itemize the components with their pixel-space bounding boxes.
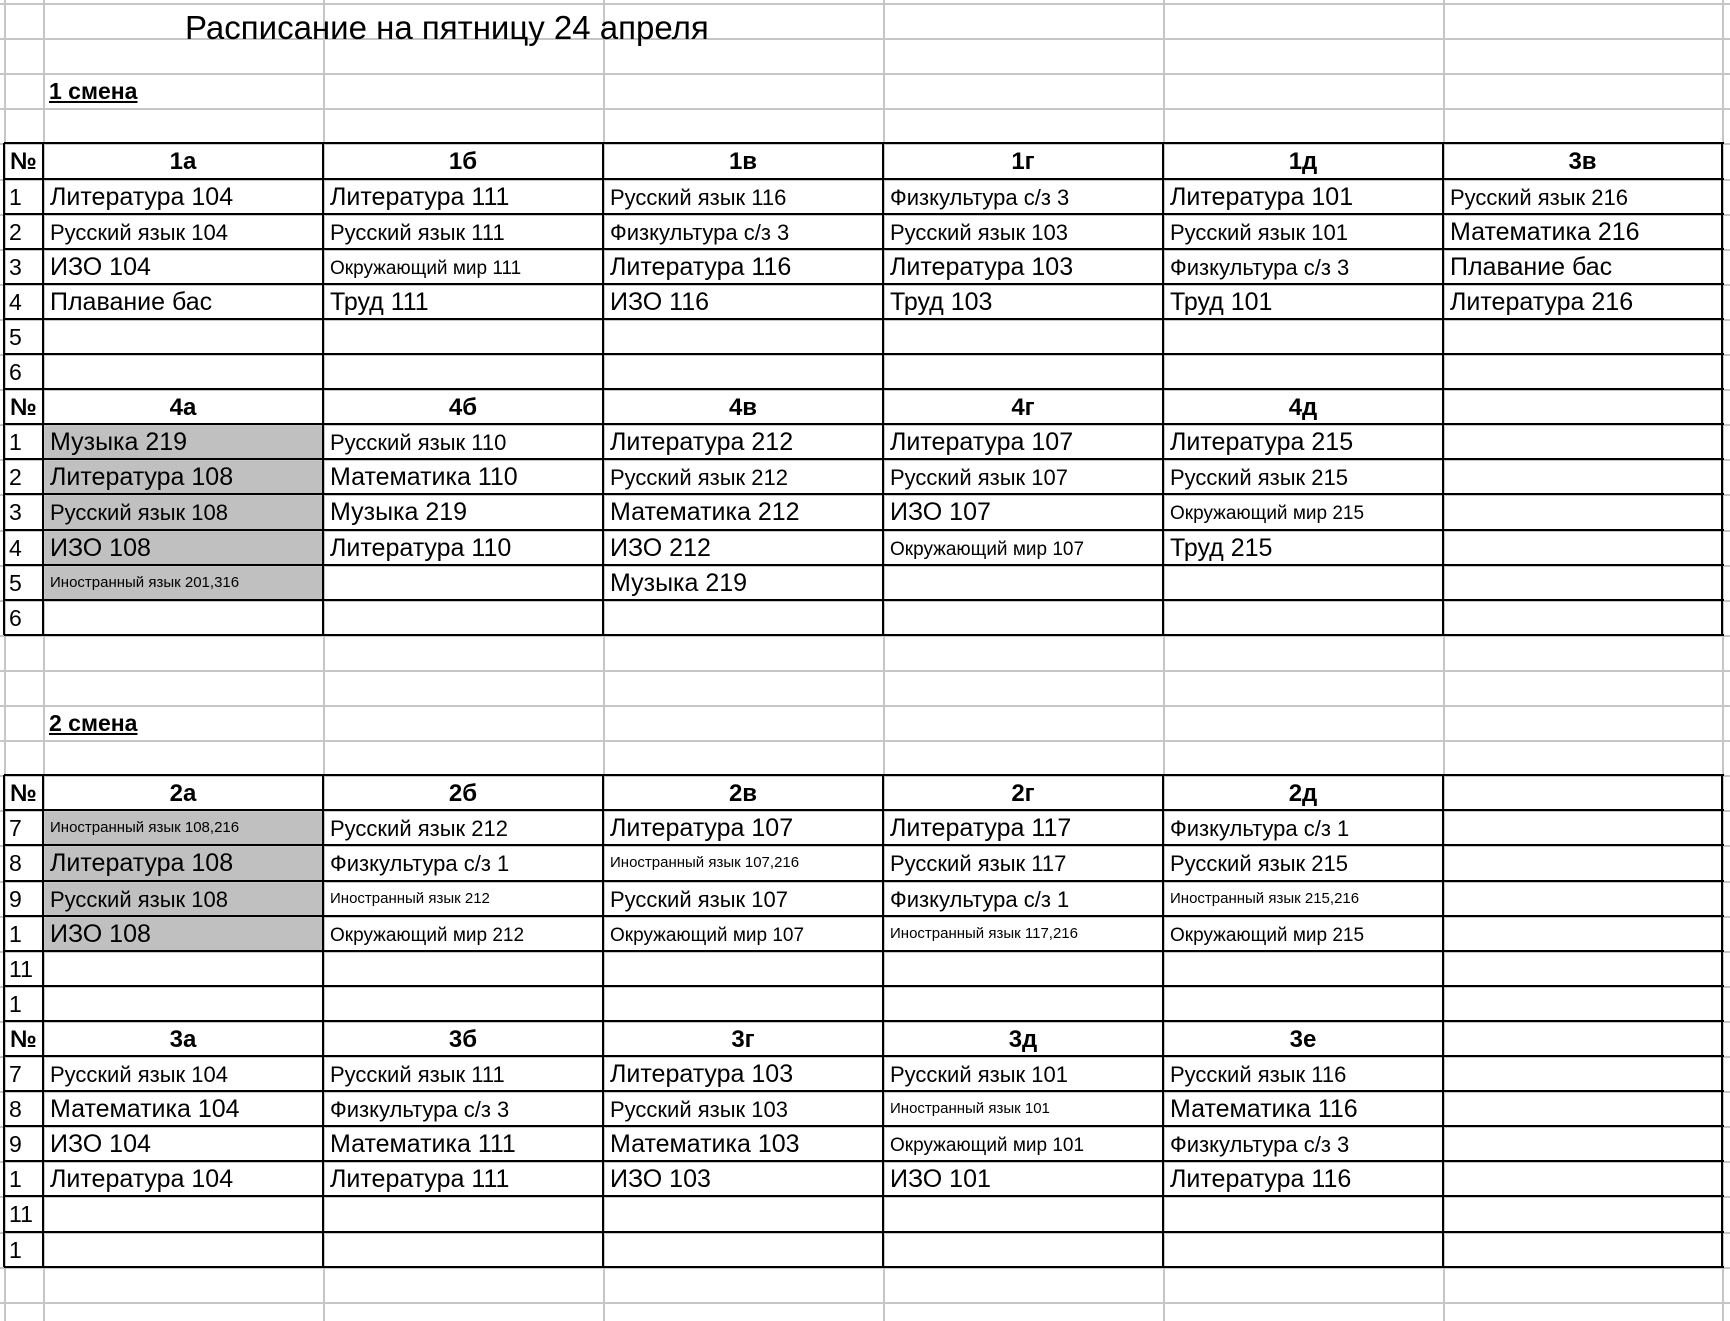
schedule-cell: Иностранный язык 101 xyxy=(890,1100,1050,1117)
class-header: 1д xyxy=(1288,148,1318,175)
table-border-v xyxy=(322,389,324,635)
table-border-h xyxy=(4,880,1724,882)
schedule-cell: Плавание бас xyxy=(50,288,213,316)
table-border-h xyxy=(4,353,1724,355)
schedule-cell: Плавание бас xyxy=(1450,253,1613,281)
schedule-cell: Физкультура с/з 3 xyxy=(1170,255,1350,280)
schedule-cell: Математика 111 xyxy=(330,1130,516,1158)
table-border-v xyxy=(322,775,324,1021)
schedule-cell: Окружающий мир 107 xyxy=(610,925,805,946)
table-border-h xyxy=(4,1266,1724,1268)
table-border-v xyxy=(882,389,884,635)
schedule-cell: Русский язык 116 xyxy=(1170,1062,1347,1087)
lesson-number: 1 xyxy=(9,184,22,210)
table-border-h xyxy=(4,599,1724,601)
schedule-cell: Математика 216 xyxy=(1450,218,1640,246)
schedule-cell: Литература 103 xyxy=(610,1060,794,1088)
shift-label: 1 смена xyxy=(49,78,138,104)
class-header: 2в xyxy=(728,780,758,807)
class-header: 3г xyxy=(731,1026,755,1053)
table-border-h xyxy=(4,774,1724,776)
schedule-cell: ИЗО 212 xyxy=(610,534,711,562)
lesson-number: 5 xyxy=(9,324,22,350)
table-border-v xyxy=(1721,775,1723,1021)
table-border-h xyxy=(4,1195,1724,1197)
lesson-number: 1 xyxy=(9,1237,22,1263)
table-border-h xyxy=(4,213,1724,215)
table-border-v xyxy=(42,143,44,389)
schedule-cell: Иностранный язык 108,216 xyxy=(50,819,240,836)
table-border-v xyxy=(3,143,5,389)
table-border-v xyxy=(1162,1021,1164,1267)
lesson-number: 9 xyxy=(9,886,22,912)
schedule-cell: Физкультура с/з 1 xyxy=(890,887,1070,912)
class-header: 2д xyxy=(1288,780,1318,807)
schedule-cell: Иностранный язык 215,216 xyxy=(1170,890,1360,907)
table-border-v xyxy=(882,1021,884,1267)
table-border-v xyxy=(602,1021,604,1267)
lesson-number: 8 xyxy=(9,1096,22,1122)
page-title: Расписание на пятницу 24 апреля xyxy=(185,9,709,46)
schedule-cell: Русский язык 108 xyxy=(50,887,228,912)
lesson-number: 4 xyxy=(9,289,22,315)
schedule-cell: Окружающий мир 212 xyxy=(330,925,525,946)
schedule-cell: Русский язык 215 xyxy=(1170,465,1348,490)
table-border-h xyxy=(4,423,1724,425)
class-header: 3а xyxy=(169,1026,197,1053)
table-border-h xyxy=(4,985,1724,987)
lesson-number: 1 xyxy=(9,429,22,455)
table-border-h xyxy=(4,142,1724,144)
schedule-cell: Русский язык 104 xyxy=(50,220,228,245)
schedule-cell: Физкультура с/з 3 xyxy=(1170,1132,1350,1157)
table-border-h xyxy=(4,1055,1724,1057)
lesson-number: 1 xyxy=(9,921,22,947)
schedule-cell: Литература 104 xyxy=(50,1165,234,1193)
lesson-number: 2 xyxy=(9,464,22,490)
lesson-number: 7 xyxy=(9,1061,22,1087)
gridline-h xyxy=(0,108,1730,110)
schedule-cell: Труд 101 xyxy=(1170,288,1273,316)
schedule-cell: Русский язык 111 xyxy=(330,1062,505,1087)
schedule-cell: ИЗО 104 xyxy=(50,1130,151,1158)
schedule-cell: ИЗО 103 xyxy=(610,1165,711,1193)
gridline-h xyxy=(0,1302,1730,1304)
class-header: 4г xyxy=(1011,394,1035,421)
schedule-cell: ИЗО 108 xyxy=(50,534,151,562)
schedule-cell: Литература 108 xyxy=(50,463,234,491)
class-header: 1б xyxy=(448,148,478,175)
schedule-cell: Физкультура с/з 1 xyxy=(1170,816,1350,841)
gridline-h xyxy=(0,73,1730,75)
class-header: 3б xyxy=(448,1026,478,1053)
schedule-cell: Литература 103 xyxy=(890,253,1074,281)
schedule-cell: Русский язык 216 xyxy=(1450,185,1628,210)
table-border-h xyxy=(4,634,1724,636)
schedule-cell: Физкультура с/з 3 xyxy=(610,220,790,245)
table-border-v xyxy=(3,389,5,635)
schedule-cell: Иностранный язык 107,216 xyxy=(610,854,800,871)
schedule-cell: Литература 117 xyxy=(890,814,1072,842)
schedule-cell: Русский язык 111 xyxy=(330,220,505,245)
table-border-v xyxy=(42,1021,44,1267)
lesson-number: 11 xyxy=(9,956,33,982)
table-border-v xyxy=(882,143,884,389)
schedule-cell: Русский язык 107 xyxy=(610,887,788,912)
table-border-v xyxy=(42,775,44,1021)
table-border-h xyxy=(4,564,1724,566)
schedule-cell: Русский язык 103 xyxy=(610,1097,788,1122)
schedule-cell: Труд 103 xyxy=(890,288,993,316)
table-border-h xyxy=(4,809,1724,811)
schedule-cell: Литература 212 xyxy=(610,428,794,456)
schedule-cell: Литература 216 xyxy=(1450,288,1634,316)
schedule-cell: Литература 107 xyxy=(610,814,794,842)
table-border-h xyxy=(4,318,1724,320)
lesson-number: 4 xyxy=(9,535,22,561)
lesson-number: 1 xyxy=(9,991,22,1017)
table-border-v xyxy=(1162,143,1164,389)
schedule-cell: ИЗО 104 xyxy=(50,253,151,281)
schedule-cell: ИЗО 101 xyxy=(890,1165,991,1193)
schedule-cell: Труд 111 xyxy=(330,288,429,316)
class-header: 3е xyxy=(1289,1026,1317,1053)
schedule-cell: Музыка 219 xyxy=(610,569,748,597)
schedule-cell: Литература 111 xyxy=(330,183,510,211)
schedule-cell: Иностранный язык 201,316 xyxy=(50,574,240,591)
schedule-cell: Музыка 219 xyxy=(330,498,468,526)
schedule-cell: Русский язык 212 xyxy=(330,816,508,841)
table-border-h xyxy=(4,1090,1724,1092)
class-header: 4б xyxy=(448,394,478,421)
schedule-cell: Русский язык 215 xyxy=(1170,851,1348,876)
lesson-number: 5 xyxy=(9,570,22,596)
table-border-h xyxy=(4,1231,1724,1233)
table-border-v xyxy=(1721,143,1723,389)
schedule-cell: Математика 212 xyxy=(610,498,800,526)
schedule-cell: Русский язык 116 xyxy=(610,185,787,210)
schedule-cell: Русский язык 101 xyxy=(1170,220,1348,245)
schedule-cell: Музыка 219 xyxy=(50,428,188,456)
schedule-cell: Математика 116 xyxy=(1170,1095,1358,1123)
schedule-cell: Окружающий мир 215 xyxy=(1170,925,1365,946)
table-border-v xyxy=(602,143,604,389)
schedule-cell: Математика 104 xyxy=(50,1095,240,1123)
num-column-header: № xyxy=(10,394,37,421)
gridline-h xyxy=(0,740,1730,742)
class-header: 3д xyxy=(1008,1026,1038,1053)
schedule-cell: Русский язык 110 xyxy=(330,430,507,455)
schedule-cell: Окружающий мир 107 xyxy=(890,539,1085,560)
schedule-cell: ИЗО 107 xyxy=(890,498,991,526)
schedule-cell: Русский язык 117 xyxy=(890,851,1067,876)
table-border-v xyxy=(602,389,604,635)
schedule-cell: Русский язык 104 xyxy=(50,1062,228,1087)
schedule-cell: Русский язык 108 xyxy=(50,500,228,525)
num-column-header: № xyxy=(10,148,37,175)
lesson-number: 1 xyxy=(9,1166,22,1192)
class-header: 1в xyxy=(728,148,758,175)
schedule-cell: Литература 107 xyxy=(890,428,1074,456)
schedule-cell: Окружающий мир 215 xyxy=(1170,503,1365,524)
schedule-cell: Окружающий мир 101 xyxy=(890,1135,1085,1156)
gridline-h xyxy=(0,3,1730,5)
table-border-v xyxy=(322,143,324,389)
schedule-cell: Труд 215 xyxy=(1170,534,1273,562)
lesson-number: 3 xyxy=(9,499,22,525)
table-border-v xyxy=(1442,389,1444,635)
table-border-v xyxy=(1721,389,1723,635)
class-header: 1а xyxy=(169,148,197,175)
table-border-v xyxy=(1442,1021,1444,1267)
schedule-cell: Русский язык 103 xyxy=(890,220,1068,245)
table-border-h xyxy=(4,915,1724,917)
schedule-cell: Литература 104 xyxy=(50,183,234,211)
table-border-v xyxy=(3,1021,5,1267)
table-border-h xyxy=(4,493,1724,495)
schedule-cell: Физкультура с/з 3 xyxy=(330,1097,510,1122)
table-border-v xyxy=(1162,775,1164,1021)
lesson-number: 11 xyxy=(9,1201,33,1227)
table-border-h xyxy=(4,529,1724,531)
table-border-v xyxy=(882,775,884,1021)
lesson-number: 6 xyxy=(9,605,22,631)
class-header: 4а xyxy=(169,394,197,421)
table-border-v xyxy=(602,775,604,1021)
table-border-h xyxy=(4,248,1724,250)
lesson-number: 8 xyxy=(9,850,22,876)
shift-label: 2 смена xyxy=(49,710,138,736)
table-border-v xyxy=(3,775,5,1021)
schedule-cell: Физкультура с/з 3 xyxy=(890,185,1070,210)
table-border-v xyxy=(1162,389,1164,635)
table-border-h xyxy=(4,458,1724,460)
schedule-cell: Математика 110 xyxy=(330,463,518,491)
schedule-cell: Окружающий мир 111 xyxy=(330,258,522,279)
schedule-cell: Литература 111 xyxy=(330,1165,510,1193)
table-border-h xyxy=(4,844,1724,846)
table-border-h xyxy=(4,178,1724,180)
table-border-h xyxy=(4,1125,1724,1127)
table-border-v xyxy=(322,1021,324,1267)
lesson-number: 3 xyxy=(9,254,22,280)
table-border-h xyxy=(4,388,1724,390)
schedule-cell: Литература 108 xyxy=(50,849,234,877)
schedule-cell: Русский язык 107 xyxy=(890,465,1068,490)
table-border-v xyxy=(1442,143,1444,389)
table-border-h xyxy=(4,950,1724,952)
lesson-number: 7 xyxy=(9,815,22,841)
class-header: 2а xyxy=(169,780,197,807)
gridline-h xyxy=(0,705,1730,707)
class-header: 2г xyxy=(1011,780,1035,807)
schedule-cell: ИЗО 108 xyxy=(50,920,151,948)
table-border-v xyxy=(1721,1021,1723,1267)
schedule-cell: Литература 101 xyxy=(1170,183,1354,211)
table-border-h xyxy=(4,1160,1724,1162)
schedule-cell: Русский язык 212 xyxy=(610,465,788,490)
num-column-header: № xyxy=(10,780,37,807)
table-border-v xyxy=(42,389,44,635)
class-header: 2б xyxy=(448,780,478,807)
schedule-cell: Иностранный язык 117,216 xyxy=(890,925,1078,942)
schedule-cell: Физкультура с/з 1 xyxy=(330,851,510,876)
class-header: 4в xyxy=(728,394,758,421)
class-header: 1г xyxy=(1011,148,1035,175)
lesson-number: 6 xyxy=(9,359,22,385)
table-border-h xyxy=(4,283,1724,285)
schedule-cell: ИЗО 116 xyxy=(610,288,710,316)
schedule-cell: Литература 110 xyxy=(330,534,512,562)
lesson-number: 2 xyxy=(9,219,22,245)
lesson-number: 9 xyxy=(9,1131,22,1157)
num-column-header: № xyxy=(10,1026,37,1053)
gridline-h xyxy=(0,670,1730,672)
schedule-cell: Русский язык 101 xyxy=(890,1062,1068,1087)
schedule-cell: Математика 103 xyxy=(610,1130,800,1158)
schedule-cell: Литература 215 xyxy=(1170,428,1354,456)
class-header: 4д xyxy=(1288,394,1318,421)
schedule-cell: Иностранный язык 212 xyxy=(330,890,490,907)
table-border-h xyxy=(4,1020,1724,1022)
class-header: 3в xyxy=(1568,148,1597,175)
schedule-cell: Литература 116 xyxy=(1170,1165,1352,1193)
table-border-v xyxy=(1442,775,1444,1021)
schedule-cell: Литература 116 xyxy=(610,253,792,281)
